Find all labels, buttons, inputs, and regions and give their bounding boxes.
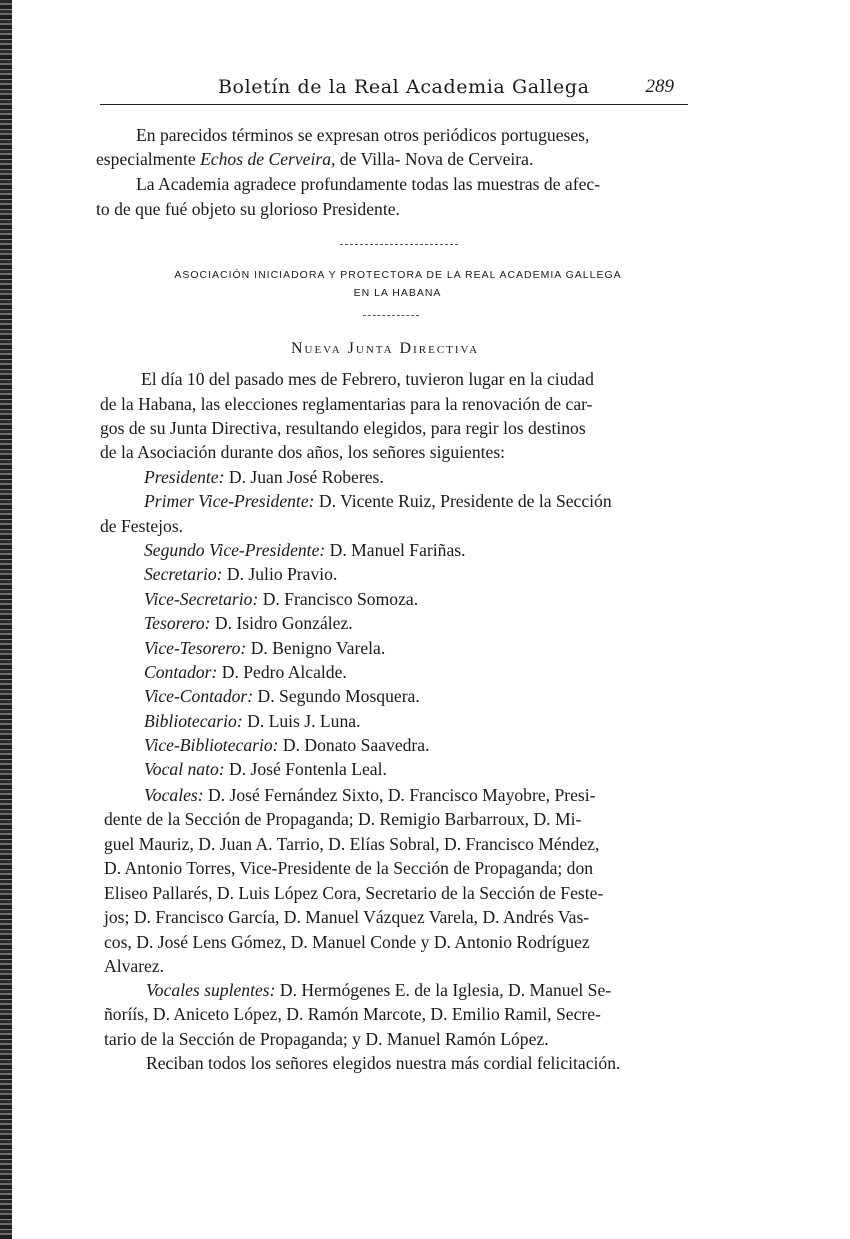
officer-name: D. Isidro González. <box>214 613 353 633</box>
vocales-line: Alvarez. <box>104 956 165 976</box>
officer-role: Secretario: <box>144 564 223 584</box>
intro-line-3: La Academia agradece profundamente todas las muestras de afec- <box>136 174 601 194</box>
vocales-line <box>144 787 596 805</box>
intro-line-2-tail: de Villa- Nova de Cerveira. <box>339 149 534 169</box>
vocales-role: Vocales: <box>144 785 204 805</box>
officer-name: D. Julio Pravio. <box>226 564 338 584</box>
officer-line <box>144 688 420 706</box>
officer-line <box>144 591 418 609</box>
election-line-4: de la Asociación durante dos años, los señores siguientes: <box>100 442 506 462</box>
officer-line <box>144 713 360 731</box>
officer-name: D. Benigno Varela. <box>250 638 386 658</box>
suplentes-first: D. Hermógenes E. de la Iglesia, D. Manuel Se- <box>279 980 612 1000</box>
election-line-3: gos de su Junta Directiva, resultando elegidos, para regir los destinos <box>100 418 586 438</box>
suplentes-role: Vocales suplentes: <box>146 980 276 1000</box>
page-number: 289 <box>645 76 674 97</box>
suplentes-line: tario de la Sección de Propaganda; y D. Manuel Ramón López. <box>104 1029 549 1049</box>
officer-role: Presidente: <box>144 467 225 487</box>
intro-line-2-lead: especialmente <box>96 149 196 169</box>
officer-line <box>144 493 612 511</box>
officer-role: Bibliotecario: <box>144 711 243 731</box>
running-header <box>100 74 688 105</box>
intro-line-1: En parecidos términos se expresan otros periódicos portugueses, <box>136 125 590 145</box>
officer-role: Segundo Vice-Presidente: <box>144 540 326 560</box>
officer-name: D. Francisco Somoza. <box>262 589 419 609</box>
officer-name: D. Segundo Mosquera. <box>257 686 420 706</box>
officer-role: Vice-Contador: <box>144 686 254 706</box>
officer-role: Vice-Tesorero: <box>144 638 247 658</box>
officer-role: Vice-Secretario: <box>144 589 259 609</box>
intro-line-2 <box>96 151 533 169</box>
officer-line <box>144 566 337 584</box>
officer-name: D. Luis J. Luna. <box>247 711 361 731</box>
officer-line <box>144 737 430 755</box>
vocales-line: jos; D. Francisco García, D. Manuel Vázquez Varela, D. Andrés Vas- <box>104 907 590 927</box>
suplentes-line: ñoríís, D. Aniceto López, D. Ramón Marcote, D. Emilio Ramil, Secre- <box>104 1004 601 1024</box>
officer-line <box>144 542 466 560</box>
periodical-title: Echos de Cerveira, <box>200 149 336 169</box>
journal-title: Boletín de la Real Academia Gallega <box>218 76 590 98</box>
vocales-line: Eliseo Pallarés, D. Luis López Cora, Secretario de la Sección de Feste- <box>104 883 604 903</box>
subheading: Nueva Junta Directiva <box>290 340 480 357</box>
officer-name: D. José Fontenla Leal. <box>229 759 387 779</box>
election-line-1: El día 10 del pasado mes de Febrero, tuvieron lugar en la ciudad <box>141 369 594 389</box>
officer-line <box>144 761 387 779</box>
vocales-first: D. José Fernández Sixto, D. Francisco Mayobre, Presi- <box>208 785 596 805</box>
officer-role: Contador: <box>144 662 218 682</box>
officer-line <box>144 664 347 682</box>
officer-role: Tesorero: <box>144 613 211 633</box>
page-binding-edge <box>0 0 12 1239</box>
officer-continuation: de Festejos. <box>100 516 184 536</box>
section-divider <box>340 244 458 245</box>
officer-name: D. Donato Saavedra. <box>282 735 430 755</box>
vocales-line: cos, D. José Lens Gómez, D. Manuel Conde y D. Antonio Rodríguez <box>104 932 590 952</box>
section-heading-line-2: EN LA HABANA <box>353 287 442 299</box>
officer-name: D. Vicente Ruiz, Presidente de la Sección <box>318 491 612 511</box>
officer-name: D. Juan José Roberes. <box>228 467 384 487</box>
officer-name: D. Manuel Fariñas. <box>329 540 466 560</box>
suplentes-line <box>146 982 611 1000</box>
officer-line <box>144 640 385 658</box>
officer-role: Vocal nato: <box>144 759 225 779</box>
section-heading-line-1: ASOCIACIÓN INICIADORA Y PROTECTORA DE LA REAL ACADEMIA GALLEGA <box>174 269 622 281</box>
vocales-line: guel Mauriz, D. Juan A. Tarrio, D. Elías Sobral, D. Francisco Méndez, <box>104 834 600 854</box>
vocales-line: dente de la Sección de Propaganda; D. Remigio Barbarroux, D. Mi- <box>104 809 582 829</box>
closing-line: Reciban todos los señores elegidos nuestra más cordial felicitación. <box>146 1053 621 1073</box>
heading-divider <box>363 315 419 316</box>
officer-role: Primer Vice-Presidente: <box>144 491 315 511</box>
vocales-line: D. Antonio Torres, Vice-Presidente de la Sección de Propaganda; don <box>104 858 594 878</box>
officer-line <box>144 469 384 487</box>
election-line-2: de la Habana, las elecciones reglamentarias para la renovación de car- <box>100 394 593 414</box>
officer-line <box>144 615 353 633</box>
intro-line-4: to de que fué objeto su glorioso Presidente. <box>96 199 400 219</box>
officer-name: D. Pedro Alcalde. <box>221 662 347 682</box>
officer-role: Vice-Bibliotecario: <box>144 735 279 755</box>
